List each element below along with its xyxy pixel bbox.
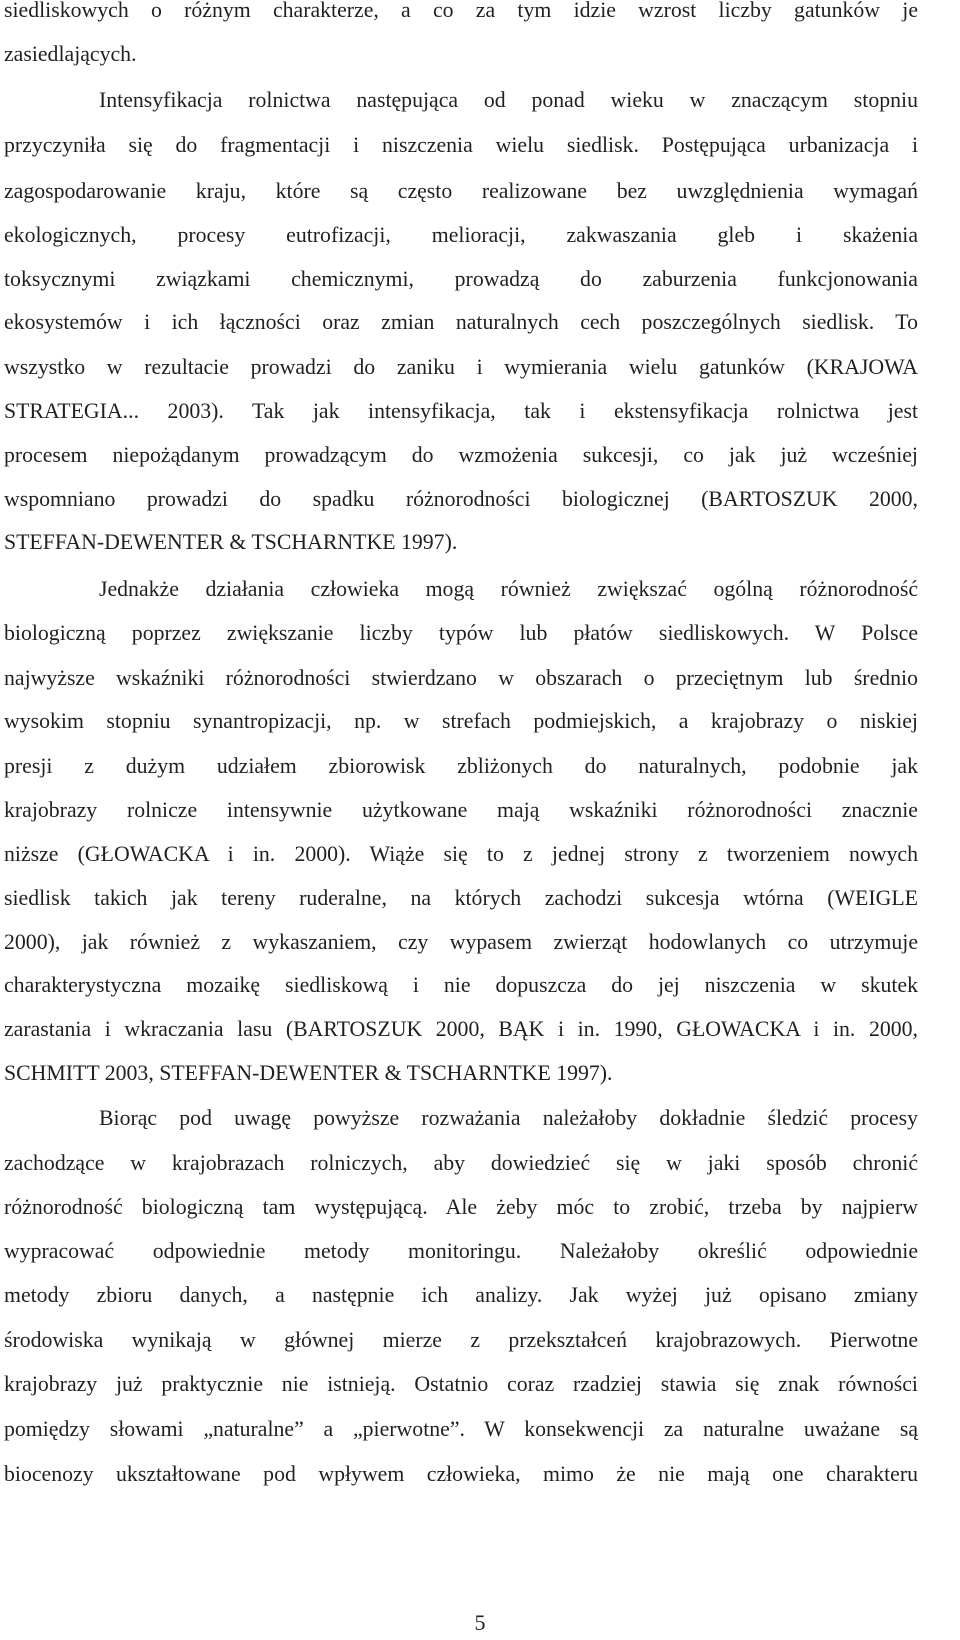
text-line: Jednakże działania człowieka mogą również zwiększać ogólną różnorodność <box>99 577 918 601</box>
text-line: krajobrazy już praktycznie nie istnieją. Ostatnio coraz rzadziej stawia się znak równości <box>4 1372 918 1396</box>
text-line: najwyższe wskaźniki różnorodności stwierdzano w obszarach o przeciętnym lub średnio <box>4 666 918 690</box>
text-line: STEFFAN-DEWENTER & TSCHARNTKE 1997). <box>4 530 458 554</box>
text-line: różnorodność biologiczną tam występującą. Ale żeby móc to zrobić, trzeba by najpierw <box>4 1195 918 1219</box>
text-line: wszystko w rezultacie prowadzi do zaniku i wymierania wielu gatunków (KRAJOWA <box>4 355 918 379</box>
text-line: niższe (GŁOWACKA i in. 2000). Wiąże się to z jednej strony z tworzeniem nowych <box>4 842 918 866</box>
text-line: STRATEGIA... 2003). Tak jak intensyfikacja, tak i ekstensyfikacja rolnictwa jest <box>4 399 918 423</box>
text-line: pomiędzy słowami „naturalne” a „pierwotne”. W konsekwencji za naturalne uważane są <box>4 1417 918 1441</box>
text-line: zarastania i wkraczania lasu (BARTOSZUK 2000, BĄK i in. 1990, GŁOWACKA i in. 2000, <box>4 1017 918 1041</box>
text-line: wspomniano prowadzi do spadku różnorodności biologicznej (BARTOSZUK 2000, <box>4 487 918 511</box>
text-line: siedlisk takich jak tereny ruderalne, na których zachodzi sukcesja wtórna (WEIGLE <box>4 886 918 910</box>
text-line: środowiska wynikają w głównej mierze z przekształceń krajobrazowych. Pierwotne <box>4 1328 918 1352</box>
text-line: biologiczną poprzez zwiększanie liczby typów lub płatów siedliskowych. W Polsce <box>4 621 918 645</box>
text-line: ekologicznych, procesy eutrofizacji, melioracji, zakwaszania gleb i skażenia <box>4 223 918 247</box>
text-line: presji z dużym udziałem zbiorowisk zbliżonych do naturalnych, podobnie jak <box>4 754 918 778</box>
text-line: toksycznymi związkami chemicznymi, prowadzą do zaburzenia funkcjonowania <box>4 267 918 291</box>
text-line: zachodzące w krajobrazach rolniczych, aby dowiedzieć się w jaki sposób chronić <box>4 1151 918 1175</box>
text-line: wysokim stopniu synantropizacji, np. w strefach podmiejskich, a krajobrazy o niskiej <box>4 709 918 733</box>
text-line: wypracować odpowiednie metody monitoringu. Należałoby określić odpowiednie <box>4 1239 918 1263</box>
page-number: 5 <box>474 1610 486 1635</box>
text-line: 2000), jak również z wykaszaniem, czy wypasem zwierząt hodowlanych co utrzymuje <box>4 930 918 954</box>
text-line: zagospodarowanie kraju, które są często realizowane bez uwzględnienia wymagań <box>4 179 918 203</box>
text-line: przyczyniła się do fragmentacji i niszczenia wielu siedlisk. Postępująca urbanizacja i <box>4 133 918 157</box>
text-line: Biorąc pod uwagę powyższe rozważania należałoby dokładnie śledzić procesy <box>99 1106 918 1130</box>
text-line: Intensyfikacja rolnictwa następująca od ponad wieku w znaczącym stopniu <box>99 88 918 112</box>
text-line: siedliskowych o różnym charakterze, a co za tym idzie wzrost liczby gatunków je <box>4 0 918 22</box>
text-line: krajobrazy rolnicze intensywnie użytkowane mają wskaźniki różnorodności znacznie <box>4 798 918 822</box>
text-line: SCHMITT 2003, STEFFAN-DEWENTER & TSCHARNTKE 1997). <box>4 1061 613 1085</box>
text-line: ekosystemów i ich łączności oraz zmian naturalnych cech poszczególnych siedlisk. To <box>4 310 918 334</box>
text-line: charakterystyczna mozaikę siedliskową i nie dopuszcza do jej niszczenia w skutek <box>4 973 918 997</box>
text-line: zasiedlających. <box>4 42 137 66</box>
text-line: procesem niepożądanym prowadzącym do wzmożenia sukcesji, co jak już wcześniej <box>4 443 918 467</box>
text-line: biocenozy ukształtowane pod wpływem człowieka, mimo że nie mają one charakteru <box>4 1462 918 1486</box>
text-line: metody zbioru danych, a następnie ich analizy. Jak wyżej już opisano zmiany <box>4 1283 918 1307</box>
